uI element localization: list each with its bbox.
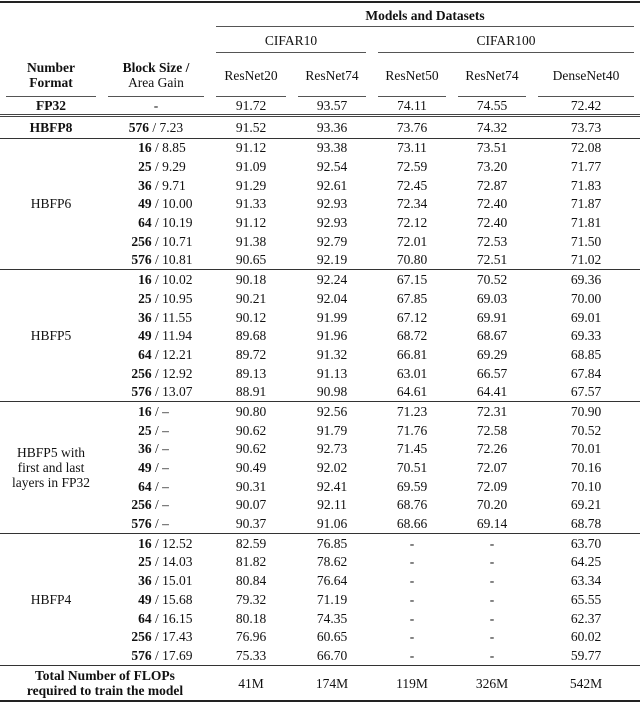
value: 91.38 <box>235 233 267 249</box>
value: 71.19 <box>316 591 348 607</box>
block-size-header: Block Size / Area Gain <box>102 53 210 97</box>
value: - <box>409 647 415 663</box>
value: 71.76 <box>396 422 428 438</box>
table-row <box>0 138 640 157</box>
model-header-resnet74: ResNet74 <box>292 53 372 97</box>
block-size: 36 / 9.71 <box>138 177 186 193</box>
flops-value: 326M <box>475 675 509 691</box>
value: 70.52 <box>570 422 602 438</box>
value: 92.41 <box>316 478 348 494</box>
model-header-resnet20: ResNet20 <box>210 53 292 97</box>
value: 70.10 <box>570 478 602 494</box>
block-size: 25 / 14.03 <box>138 554 193 570</box>
value: 73.73 <box>570 119 602 135</box>
value: - <box>489 573 495 589</box>
block-size: 256 / 12.92 <box>131 365 193 381</box>
value: 90.62 <box>235 441 267 457</box>
value: 93.36 <box>316 119 348 135</box>
value: 72.53 <box>476 233 508 249</box>
value: 66.81 <box>396 346 428 362</box>
value: 71.77 <box>570 159 602 175</box>
block-size: 64 / 12.21 <box>138 346 193 362</box>
models-and-datasets-header: Models and Datasets <box>210 2 640 27</box>
value: 91.33 <box>235 196 267 212</box>
value: 67.15 <box>396 272 428 288</box>
value: 91.52 <box>235 119 267 135</box>
value: - <box>409 591 415 607</box>
value: 69.14 <box>476 516 508 532</box>
block-size: 49 / 10.00 <box>138 196 193 212</box>
value: 68.72 <box>396 328 428 344</box>
value: 72.51 <box>476 252 508 268</box>
value: 72.01 <box>396 233 428 249</box>
block-size: 49 / 15.68 <box>138 591 193 607</box>
value: 64.61 <box>396 384 428 400</box>
value: 73.11 <box>397 140 427 156</box>
value: 91.32 <box>316 346 348 362</box>
value: - <box>409 629 415 645</box>
value: 90.12 <box>235 309 267 325</box>
value: 72.26 <box>476 441 508 457</box>
value: 72.42 <box>570 97 602 113</box>
value: 70.51 <box>396 460 428 476</box>
value: 91.96 <box>316 328 348 344</box>
value: 80.18 <box>235 610 267 626</box>
value: 62.37 <box>570 610 602 626</box>
block-size: 36 / – <box>138 441 169 457</box>
value: 91.99 <box>316 309 348 325</box>
block-size: 16 / – <box>138 403 169 419</box>
value: 71.02 <box>570 252 602 268</box>
value: 91.06 <box>316 516 348 532</box>
flops-value: 119M <box>396 675 428 691</box>
value: - <box>489 647 495 663</box>
flops-value: 174M <box>315 675 349 691</box>
number-format-header: Number Format <box>0 53 102 97</box>
value: 90.98 <box>316 384 348 400</box>
flops-value: 41M <box>238 675 264 691</box>
table-row <box>0 270 640 289</box>
format-label: FP32 <box>36 97 66 113</box>
format-label: HBFP8 <box>29 119 73 135</box>
flops-label: Total Number of FLOPs required to train the model <box>26 668 184 698</box>
value: 64.25 <box>570 554 602 570</box>
value: 91.72 <box>235 97 267 113</box>
cifar100-header: CIFAR100 <box>372 27 640 53</box>
value: 70.52 <box>476 272 508 288</box>
block-size: 256 / – <box>131 497 169 513</box>
format-label: HBFP6 <box>30 196 72 212</box>
value: 92.93 <box>316 196 348 212</box>
value: 91.12 <box>235 140 267 156</box>
value: 72.34 <box>396 196 428 212</box>
value: 64.41 <box>476 384 508 400</box>
value: 90.80 <box>235 403 267 419</box>
value: 71.45 <box>396 441 428 457</box>
value: 91.12 <box>235 215 267 231</box>
block-size: 576 / 7.23 <box>128 119 184 135</box>
results-table <box>0 1 640 702</box>
value: 69.01 <box>570 309 602 325</box>
value: 79.32 <box>235 591 267 607</box>
model-header-densenet40: DenseNet40 <box>532 53 640 97</box>
value: 74.11 <box>397 97 427 113</box>
value: 67.84 <box>570 365 602 381</box>
value: 92.93 <box>316 215 348 231</box>
value: 81.82 <box>235 554 267 570</box>
value: 91.29 <box>235 177 267 193</box>
value: 70.16 <box>570 460 602 476</box>
value: 65.55 <box>570 591 602 607</box>
cifar10-header: CIFAR10 <box>210 27 372 53</box>
value: - <box>409 554 415 570</box>
table-row <box>0 533 640 552</box>
value: 92.56 <box>316 403 348 419</box>
value: 92.73 <box>316 441 348 457</box>
value: 73.51 <box>476 140 508 156</box>
value: 59.77 <box>570 647 602 663</box>
value: 72.58 <box>476 422 508 438</box>
value: 75.33 <box>235 647 267 663</box>
block-size: 25 / 10.95 <box>138 290 193 306</box>
value: 88.91 <box>235 384 267 400</box>
value: 70.01 <box>570 441 602 457</box>
value: 91.09 <box>235 159 267 175</box>
value: 90.07 <box>235 497 267 513</box>
value: 89.72 <box>235 346 267 362</box>
value: 67.85 <box>396 290 428 306</box>
value: 60.65 <box>316 629 348 645</box>
value: 69.29 <box>476 346 508 362</box>
format-label: HBFP5 <box>30 328 72 344</box>
value: 91.13 <box>316 365 348 381</box>
value: 63.34 <box>570 573 602 589</box>
value: 89.13 <box>235 365 267 381</box>
block-size: 64 / 16.15 <box>138 610 193 626</box>
value: 68.85 <box>570 346 602 362</box>
value: 76.64 <box>316 573 348 589</box>
value: 68.66 <box>396 516 428 532</box>
block-size: 576 / – <box>131 516 169 532</box>
value: - <box>489 591 495 607</box>
value: 90.21 <box>235 290 267 306</box>
value: 91.79 <box>316 422 348 438</box>
value: 70.80 <box>396 252 428 268</box>
value: - <box>489 629 495 645</box>
block-size: 576 / 13.07 <box>131 384 193 400</box>
value: 72.87 <box>476 177 508 193</box>
block-size: 256 / 17.43 <box>131 629 193 645</box>
value: 73.20 <box>476 159 508 175</box>
value: 71.50 <box>570 233 602 249</box>
block-size: 16 / 12.52 <box>138 535 193 551</box>
block-size: 49 / – <box>138 460 169 476</box>
block-size: 25 / – <box>138 422 169 438</box>
value: 90.62 <box>235 422 267 438</box>
block-size: 16 / 8.85 <box>138 140 186 156</box>
value: 69.33 <box>570 328 602 344</box>
fp32-row <box>0 97 640 115</box>
value: 93.57 <box>316 97 348 113</box>
block-size: 36 / 15.01 <box>138 573 193 589</box>
block-size: 576 / 17.69 <box>131 647 193 663</box>
value: 74.55 <box>476 97 508 113</box>
value: - <box>489 610 495 626</box>
value: - <box>409 535 415 551</box>
value: 68.78 <box>570 516 602 532</box>
model-header-resnet50: ResNet50 <box>372 53 452 97</box>
value: 92.02 <box>316 460 348 476</box>
value: 80.84 <box>235 573 267 589</box>
format-label: HBFP4 <box>30 591 72 607</box>
flops-row <box>0 665 640 701</box>
block-size: - <box>153 97 159 113</box>
value: 69.21 <box>570 497 602 513</box>
value: 90.18 <box>235 272 267 288</box>
value: 68.67 <box>476 328 508 344</box>
value: 72.40 <box>476 196 508 212</box>
value: 90.49 <box>235 460 267 476</box>
value: 72.12 <box>396 215 428 231</box>
block-size: 25 / 9.29 <box>138 159 186 175</box>
value: 71.83 <box>570 177 602 193</box>
value: 66.70 <box>316 647 348 663</box>
hbfp8-row <box>0 115 640 138</box>
value: 74.32 <box>476 119 508 135</box>
value: - <box>489 535 495 551</box>
value: 90.65 <box>235 252 267 268</box>
value: 71.23 <box>396 403 428 419</box>
value: 60.02 <box>570 629 602 645</box>
value: 90.37 <box>235 516 267 532</box>
block-size: 256 / 10.71 <box>131 233 193 249</box>
value: 69.36 <box>570 272 602 288</box>
value: 92.54 <box>316 159 348 175</box>
value: 89.68 <box>235 328 267 344</box>
value: 67.12 <box>396 309 428 325</box>
value: 92.04 <box>316 290 348 306</box>
value: 76.85 <box>316 535 348 551</box>
value: 71.87 <box>570 196 602 212</box>
model-header-resnet74-cifar100: ResNet74 <box>452 53 532 97</box>
value: 92.61 <box>316 177 348 193</box>
table-row <box>0 402 640 421</box>
value: 72.07 <box>476 460 508 476</box>
value: 92.24 <box>316 272 348 288</box>
value: 73.76 <box>396 119 428 135</box>
block-size: 64 / 10.19 <box>138 215 193 231</box>
value: 92.79 <box>316 233 348 249</box>
value: 70.00 <box>570 290 602 306</box>
block-size: 49 / 11.94 <box>138 328 193 344</box>
value: 72.31 <box>476 403 508 419</box>
block-size: 64 / – <box>138 478 169 494</box>
value: 69.03 <box>476 290 508 306</box>
value: 92.19 <box>316 252 348 268</box>
value: 68.76 <box>396 497 428 513</box>
block-size: 576 / 10.81 <box>131 252 193 268</box>
value: 78.62 <box>316 554 348 570</box>
value: 76.96 <box>235 629 267 645</box>
value: 72.45 <box>396 177 428 193</box>
value: - <box>489 554 495 570</box>
format-label: HBFP5 with first and last layers in FP32 <box>11 445 90 491</box>
value: 70.20 <box>476 497 508 513</box>
value: 69.91 <box>476 309 508 325</box>
value: 72.40 <box>476 215 508 231</box>
value: 92.11 <box>317 497 347 513</box>
flops-value: 542M <box>569 675 603 691</box>
value: 69.59 <box>396 478 428 494</box>
value: 72.09 <box>476 478 508 494</box>
value: 63.01 <box>396 365 428 381</box>
value: - <box>409 610 415 626</box>
value: 67.57 <box>570 384 602 400</box>
value: 90.31 <box>235 478 267 494</box>
value: 66.57 <box>476 365 508 381</box>
value: 74.35 <box>316 610 348 626</box>
value: 63.70 <box>570 535 602 551</box>
value: 70.90 <box>570 403 602 419</box>
value: 82.59 <box>235 535 267 551</box>
value: 72.08 <box>570 140 602 156</box>
block-size: 16 / 10.02 <box>138 272 193 288</box>
value: 93.38 <box>316 140 348 156</box>
block-size: 36 / 11.55 <box>138 309 193 325</box>
value: - <box>409 573 415 589</box>
value: 72.59 <box>396 159 428 175</box>
value: 71.81 <box>570 215 602 231</box>
